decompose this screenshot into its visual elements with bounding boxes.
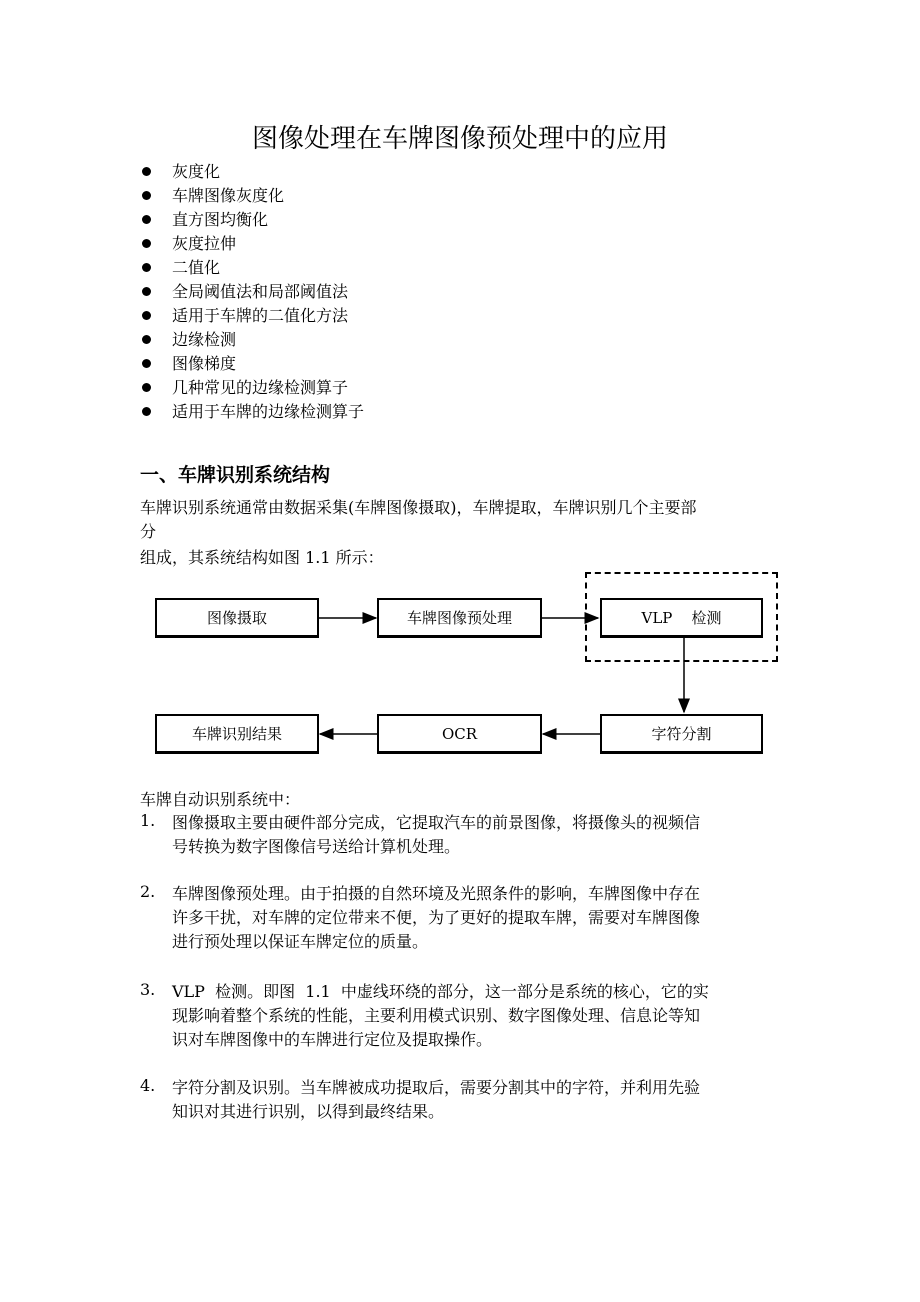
box-preprocess: 车牌图像预处理 <box>377 598 542 638</box>
document-title: 图像处理在车牌图像预处理中的应用 <box>251 124 668 154</box>
bullet-text: 灰度拉伸 <box>172 234 237 253</box>
item-line: 识对车牌图像中的车牌进行定位及提取操作。 <box>172 1030 493 1049</box>
item-line: 图像摄取主要由硬件部分完成，它提取汽车的前景图像，将摄像头的视频信 <box>172 813 701 832</box>
item-number: 3. <box>140 980 156 999</box>
item-line: 许多干扰，对车牌的定位带来不便，为了更好的提取车牌，需要对车牌图像 <box>172 908 701 927</box>
bullet-text: 适用于车牌的边缘检测算子 <box>172 402 365 421</box>
intro-line: 组成，其系统结构如图 1.1 所示： <box>140 548 384 567</box>
bullet-text: 二值化 <box>172 258 221 277</box>
bullet-text: 车牌图像灰度化 <box>172 186 285 205</box>
intro-line: 分 <box>140 522 157 541</box>
intro-line: 车牌识别系统通常由数据采集(车牌图像摄取)，车牌提取，车牌识别几个主要部 <box>140 498 697 517</box>
item-number: 2. <box>140 882 156 901</box>
bullet-text: 图像梯度 <box>172 354 237 373</box>
item-line: 进行预处理以保证车牌定位的质量。 <box>172 932 429 951</box>
box-vlp-detect: VLP 检测 <box>600 598 763 638</box>
bullet-text: 边缘检测 <box>172 330 237 349</box>
item-line: 字符分割及识别。当车牌被成功提取后，需要分割其中的字符，并利用先验 <box>172 1078 701 1097</box>
item-line: 现影响着整个系统的性能，主要利用模式识别、数字图像处理、信息论等知 <box>172 1006 701 1025</box>
item-line: 号转换为数字图像信号送给计算机处理。 <box>172 837 461 856</box>
box-char-segment: 字符分割 <box>600 714 763 754</box>
item-line: 车牌图像预处理。由于拍摄的自然环境及光照条件的影响，车牌图像中存在 <box>172 884 701 903</box>
box-result: 车牌识别结果 <box>155 714 319 754</box>
box-image-capture: 图像摄取 <box>155 598 319 638</box>
bullet-text: 全局阈值法和局部阈值法 <box>172 282 349 301</box>
list-intro: 车牌自动识别系统中： <box>140 790 301 809</box>
item-number: 4. <box>140 1076 156 1095</box>
bullet-text: 灰度化 <box>172 162 221 181</box>
bullet-text: 几种常见的边缘检测算子 <box>172 378 349 397</box>
item-line: 知识对其进行识别，以得到最终结果。 <box>172 1102 445 1121</box>
item-number: 1. <box>140 811 156 830</box>
box-ocr: OCR <box>377 714 542 754</box>
bullet-text: 直方图均衡化 <box>172 210 269 229</box>
section-heading: 一、车牌识别系统结构 <box>140 464 331 486</box>
item-line: VLP 检测。即图 1.1 中虚线环绕的部分，这一部分是系统的核心，它的实 <box>172 982 709 1001</box>
bullet-text: 适用于车牌的二值化方法 <box>172 306 349 325</box>
